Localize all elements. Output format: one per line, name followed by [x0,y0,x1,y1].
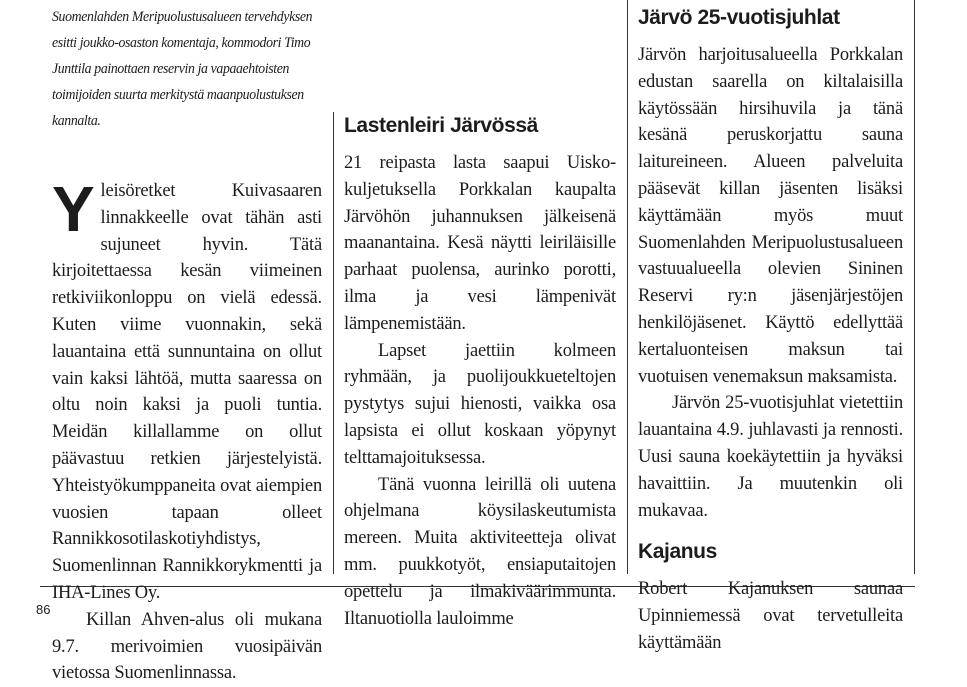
article-paragraph: Järvön harjoitusalueella Porkkalan edustan saarella on kiltalaisilla käytössään hirsihuvila ja tänä kesänä peruskorjattu sauna laitureineen. Alueen palveluita pääsevät killan jäsenten lisäksi käyttämään myös muut Suomenlahden Meripuolustusalueen vastuualueella olevien Sininen Reservi ry:n jäsenjärjestöjen henkilöjäsenet. Käyttö edellyttää kertaluonteisen maksun tai vuotuisen venemaksun maksamista. [638,45,903,387]
article-paragraph: Lapset jaettiin kolmeen ryhmään, ja puolijoukkueteltojen pystytys sujui hienosti, vaikka osa lapsista ei ollut koskaan yöpynyt telttamajoituksessa. [344,340,616,468]
column-right [638,0,903,657]
column-divider-left [333,112,334,574]
section-heading: Lastenleiri Järvössä [344,114,538,137]
column-middle [344,112,616,632]
drop-cap: Y [52,173,95,245]
article-paragraph: Tänä vuonna leirillä oli uutena ohjelmana köysilaskeutumista mereen. Muita aktiviteetteja olivat mm. puukkotyöt, ensiaputaitojen opettelu ja ilmakiväärimmunta. Iltanuotiolla lauloimme [344,474,616,629]
article-paragraph: Killan Ahven-alus oli mukana 9.7. merivoimien vuosipäivän vietossa Suomenlinnassa. [52,609,322,684]
section-heading: Järvö 25-vuotisjuhlat [638,6,840,29]
paragraph-text: leisöretket Kuivasaaren linnakkeelle ovat tähän asti sujuneet hyvin. Tätä kirjoitettaessa kesän viimeinen retkiviikonloppu on vielä edessä. Kuten viime vuonnakin, sekä lauantaina että sunnuntaina on ollut vain kaksi lähtöä, mutta saaressa on oltu noin kaksi ja puoli tuntia. Meidän killallamme on ollut päävastuu retkien järjestelyistä. Yhteistyökumppaneita ovat aiempien vuosien tapaan olleet Rannikkosotilaskotiyhdistys, Suomenlinnan Rannikkorykmentti ja IHA-Lines Oy. [52,181,322,603]
photo-caption: Suomenlahden Meripuolustusalueen tervehdyksen esitti joukko-osaston komentaja, kommodori Timo Junttila painottaen reservin ja vapaaehtoisten toimijoiden suurta merkitystä maanpuolustuksen kannalta. [52,9,313,129]
article-paragraph: Robert Kajanuksen saunaa Upinniemessä ovat tervetulleita käyttämään [638,579,903,653]
column-divider-right [914,0,915,574]
article-paragraph [52,173,322,607]
column-left [52,0,322,687]
column-divider-middle [627,0,628,574]
article-paragraph: 21 reipasta lasta saapui Uisko-kuljetuksella Porkkalan kaupalta Järvöhön juhannuksen jälkeisenä maanantaina. Kesä näytti leiriläisille parhaat puolensa, aurinko porotti, ilma ja vesi lämpenivät lämpenemistään. [344,153,616,334]
article-paragraph: Järvön 25-vuotisjuhlat vietettiin lauantaina 4.9. juhlavasti ja rennosti. Uusi sauna koekäytettiin ja hyväksi havaittiin. Ja muutenkin oli mukavaa. [638,393,903,521]
section-heading: Kajanus [638,540,717,564]
page-number: 86 [36,602,51,617]
